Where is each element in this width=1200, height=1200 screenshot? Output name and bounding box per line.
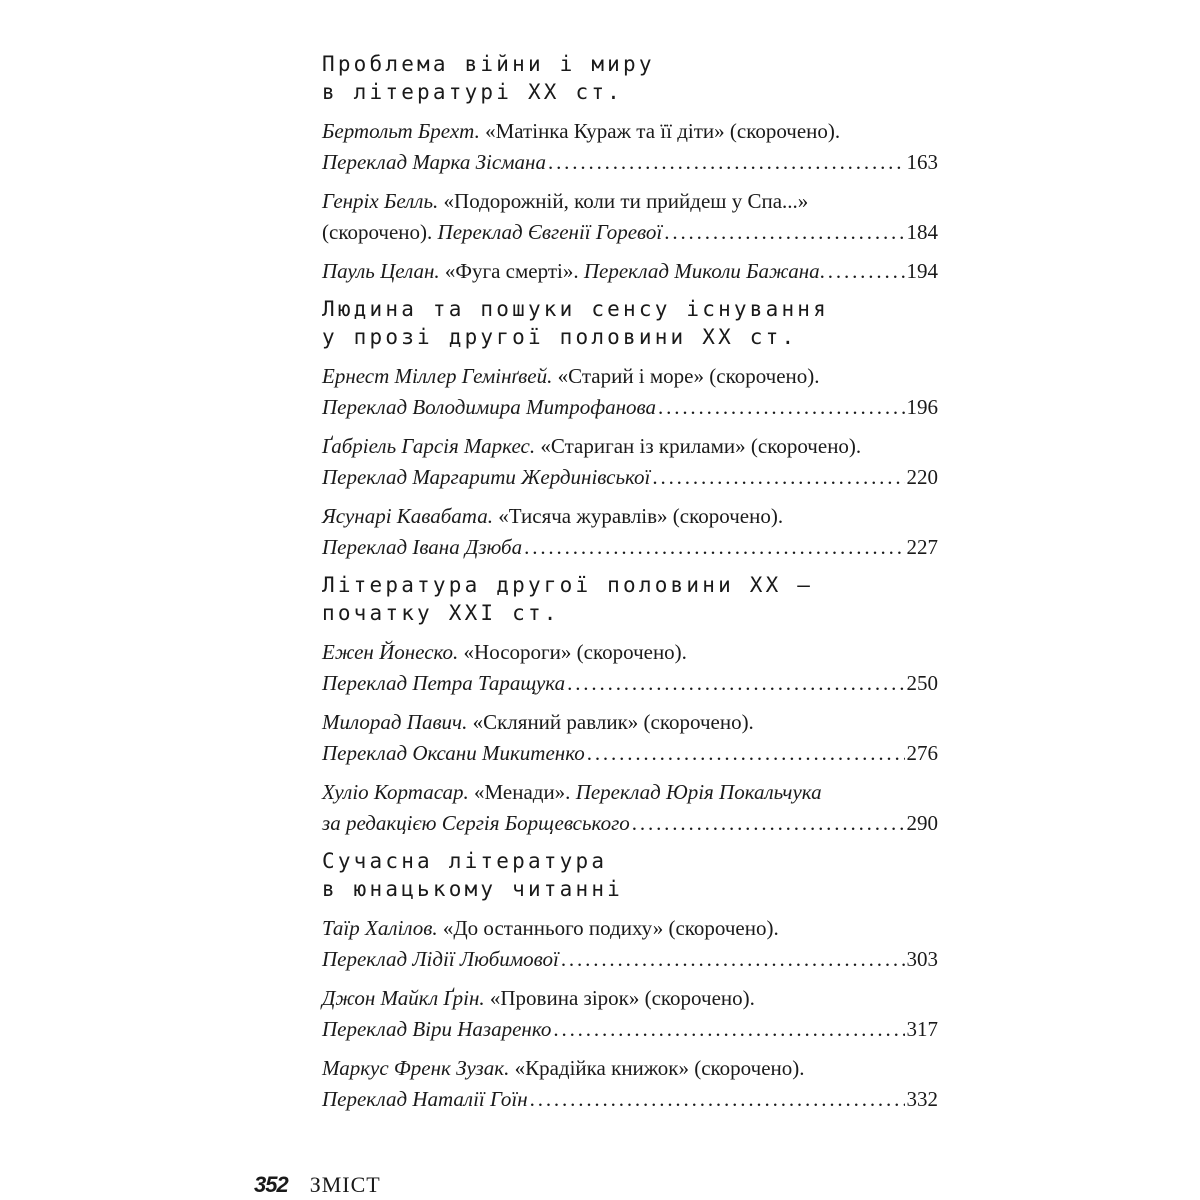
entry-title: «Менади». [468, 780, 576, 804]
toc-entry [322, 1053, 938, 1115]
section-title-line: Сучасна література [322, 849, 608, 873]
entry-title: «Подорожній, коли ти прийдеш у Спа...» [438, 189, 809, 213]
entry-translator: Переклад Віри Назаренко [322, 1017, 552, 1041]
page-footer [254, 1172, 381, 1198]
entry-title: «Старий і море» (скорочено). [552, 364, 820, 388]
entry-author: Милорад Павич. [322, 710, 468, 734]
leader-dots [524, 532, 904, 563]
entry-translator: Переклад Миколи Бажана [583, 259, 820, 283]
entry-page: 303 [906, 947, 938, 971]
entry-translator: Переклад Івана Дзюба [322, 535, 523, 559]
section-title-line: в юнацькому читанні [322, 877, 624, 901]
entry-page: 290 [906, 811, 938, 835]
entry-author: Ежен Йонеско. [322, 640, 459, 664]
entry-page: 250 [906, 671, 938, 695]
toc-entry [322, 256, 938, 287]
entry-translator: Переклад Володимира Митрофанова [322, 395, 657, 419]
section-title-line: Проблема війни і миру [322, 52, 655, 76]
entry-note: (скорочено). [322, 220, 438, 244]
section-title-line: початку XXI ст. [322, 601, 560, 625]
entry-title: «Провина зірок» (скорочено). [484, 986, 755, 1010]
entry-author: Джон Майкл Ґрін. [322, 986, 485, 1010]
entry-translator: Переклад Євгенії Горевої [437, 220, 663, 244]
toc-entry [322, 501, 938, 563]
entry-author: Таїр Халілов. [322, 916, 438, 940]
entry-page: 317 [906, 1017, 938, 1041]
entry-title: «Тисяча журавлів» (скорочено). [492, 504, 784, 528]
toc-entry [322, 361, 938, 423]
leader-dots [530, 1084, 905, 1115]
leader-dots [652, 462, 904, 493]
entry-editor: за редакцією Сергія Борщевського [322, 811, 630, 835]
entry-author: Пауль Целан. [322, 259, 440, 283]
toc-entry [322, 116, 938, 178]
entry-title: «Скляний равлик» (скорочено). [467, 710, 754, 734]
entry-page: 220 [906, 465, 938, 489]
entry-page: 184 [906, 220, 938, 244]
entry-author: Маркус Френк Зузак. [322, 1056, 510, 1080]
entry-page: 332 [906, 1087, 938, 1111]
section-title-line: у прозі другої половини XX ст. [322, 325, 798, 349]
toc-entry [322, 983, 938, 1045]
entry-page: 276 [906, 741, 938, 765]
toc-entry [322, 186, 938, 248]
entry-title: «Матінка Кураж та її діти» (скорочено). [479, 119, 841, 143]
entry-translator: Переклад Юрія Покальчука [575, 780, 822, 804]
entry-translator: Переклад Оксани Микитенко [322, 741, 585, 765]
entry-author: Ернест Міллер Гемінґвей. [322, 364, 553, 388]
toc-entry [322, 707, 938, 769]
entry-translator: Переклад Лідії Любимової [322, 947, 559, 971]
entry-title: «Крадійка книжок» (скорочено). [509, 1056, 805, 1080]
entry-title: «Фуга смерті». [439, 259, 584, 283]
entry-title: «Носороги» (скорочено). [458, 640, 687, 664]
entry-author: Ґабріель Гарсія Маркес. [322, 434, 536, 458]
entry-translator: Переклад Марка Зісмана [322, 150, 546, 174]
toc-entry [322, 637, 938, 699]
toc-entry [322, 431, 938, 493]
entry-page: 196 [906, 395, 938, 419]
toc-entry [322, 777, 938, 839]
entry-author: Бертольт Брехт. [322, 119, 480, 143]
section-title [322, 50, 938, 106]
leader-dots [820, 256, 907, 287]
entry-author: Ясунарі Кавабата. [322, 504, 493, 528]
leader-dots [632, 808, 905, 839]
entry-author: Хуліо Кортасар. [322, 780, 469, 804]
entry-title: «Стариган із крилами» (скорочено). [535, 434, 862, 458]
entry-translator: Переклад Петра Таращука [322, 671, 566, 695]
running-head: ЗМІСТ [309, 1172, 381, 1197]
leader-dots [587, 738, 905, 769]
toc-entry [322, 913, 938, 975]
section-title-line: Література другої половини XX – [322, 573, 814, 597]
section-title [322, 571, 938, 627]
entry-translator: Переклад Маргарити Жердинівської [322, 465, 651, 489]
leader-dots [664, 217, 904, 248]
leader-dots [548, 147, 905, 178]
section-title-line: Людина та пошуки сенсу існування [322, 297, 829, 321]
entry-page: 163 [906, 150, 938, 174]
entry-page: 227 [906, 535, 938, 559]
entry-title: «До останнього подиху» (скорочено). [437, 916, 779, 940]
section-title-line: в літературі XX ст. [322, 80, 624, 104]
leader-dots [561, 944, 905, 975]
page-number: 352 [254, 1172, 288, 1197]
section-title [322, 295, 938, 351]
leader-dots [658, 392, 904, 423]
section-title [322, 847, 938, 903]
leader-dots [553, 1014, 904, 1045]
leader-dots [567, 668, 904, 699]
entry-translator: Переклад Наталії Гоїн [322, 1087, 528, 1111]
table-of-contents [322, 50, 938, 1123]
entry-page: 194 [906, 259, 938, 283]
entry-author: Генріх Белль. [322, 189, 439, 213]
